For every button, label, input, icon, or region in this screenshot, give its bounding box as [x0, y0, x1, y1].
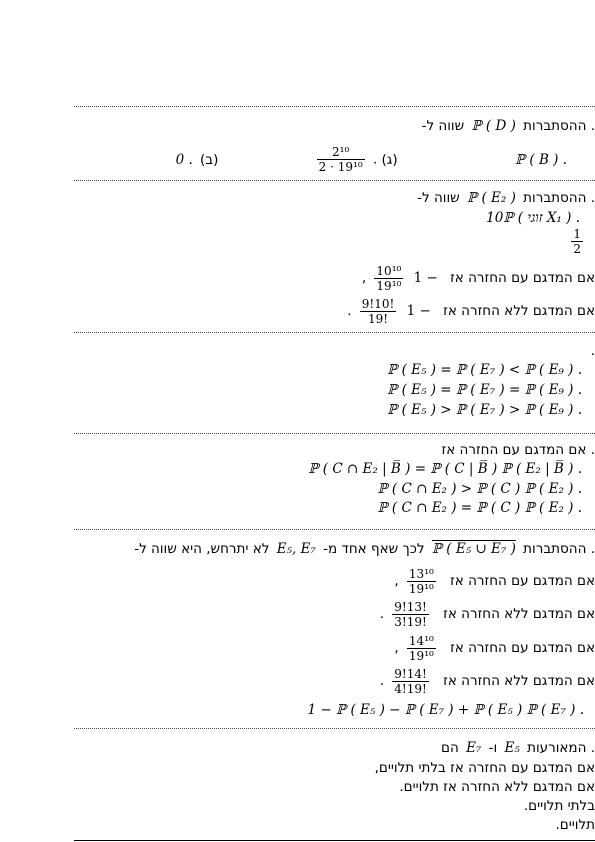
separator-2 — [74, 180, 595, 181]
q1-expr: ℙ ( D ) — [471, 118, 516, 134]
q5-option-3: , $\frac{\text{14¹⁰}}{\text{19¹⁰}}$ אם המדגם עם החזרה אז — [394, 633, 595, 663]
q3-option-3: ℙ ( E₅ ) > ℙ ( E₇ ) > ℙ ( E₉ ) . — [387, 402, 582, 418]
separator-4 — [74, 433, 595, 434]
q2-option-3: , $\frac{\text{10¹⁰}}{\text{19¹⁰}}$ 1 − אם המדגם עם החזרה אז — [361, 263, 595, 293]
q4-option-2: ℙ ( C ∩ E₂ ) > ℙ ( C ) ℙ ( E₂ ) . — [377, 481, 582, 497]
q1-opt-b-label: (ב) — [200, 151, 219, 168]
q2-option-4: . $\frac{9!10!}{19!}$ 1 − אם המדגם ללא החזרה אז — [347, 296, 595, 326]
q1-opt-c-value: 0 . — [175, 151, 193, 168]
q2-option-2: $\frac{1}{2}$ — [573, 227, 581, 256]
separator-5 — [74, 529, 595, 530]
separator-1 — [74, 106, 595, 107]
separator-3 — [74, 332, 595, 333]
q5-option-2: . $\frac{9!13!}{3!19!}$ אם המדגם ללא החזרה אז — [379, 599, 595, 629]
q5-option-4: . $\frac{9!14!}{4!19!}$ אם המדגם ללא החזרה אז — [379, 666, 595, 696]
q3-option-1: ℙ ( E₅ ) = ℙ ( E₇ ) < ℙ ( E₉ ) . — [387, 362, 582, 378]
q5-option-5: 1 − ℙ ( E₅ ) − ℙ ( E₇ ) + ℙ ( E₅ ) ℙ ( E₇ ) . — [307, 702, 584, 718]
q5-option-1: , $\frac{\text{13¹⁰}}{\text{19¹⁰}}$ אם המדגם עם החזרה אז — [394, 566, 595, 596]
q6-option-1: אם המדגם עם החזרה אז בלתי תלויים, — [374, 760, 595, 776]
q2-stem: שווה ל- ℙ ( E₂ ) . ההסתברות — [417, 190, 595, 206]
separator-6 — [74, 728, 595, 729]
q1-opt-b-tail: . — [372, 151, 378, 168]
q1-stem: שווה ל- ℙ ( D ) . ההסתברות — [421, 118, 595, 134]
q1-opt-a: ℙ ( B ) . — [514, 151, 567, 168]
footer-rule — [74, 840, 595, 841]
q5-stem: לא יתרחש, היא שווה ל- E₅, E₇ לכך שאף אחד מ- ℙ ( E₅ ∪ E₇ ) . ההסתברות — [134, 541, 595, 557]
q4-option-3: ℙ ( C ∩ E₂ ) = ℙ ( C ) ℙ ( E₂ ) . — [377, 500, 582, 516]
q6-option-2: אם המדגם ללא החזרה אז תלויים. — [399, 779, 595, 795]
q6-stem: הם E₇ ו- E₅ . המאורעות — [441, 740, 595, 756]
q1-opt-b-fraction: $\frac{\text{2¹⁰}}{\text{2 · 19¹⁰}}$ — [318, 145, 363, 174]
q6-option-3: בלתי תלויים. — [523, 798, 595, 814]
q3-stem: . — [590, 343, 595, 359]
q6-option-4: תלויים. — [555, 817, 595, 833]
q1-opt-c-label: (ג) — [381, 151, 398, 168]
q1-options — [173, 145, 595, 173]
q4-stem: . אם המדגם עם החזרה אז — [441, 442, 595, 458]
q2-option-1: 10ℙ ( זוגי X₁ ) . — [486, 210, 580, 226]
q3-option-2: ℙ ( E₅ ) = ℙ ( E₇ ) = ℙ ( E₉ ) . — [387, 382, 582, 398]
q4-option-1: ℙ ( C ∩ E₂ | B̅ ) = ℙ ( C | B̅ ) ℙ ( E₂ | B̅ ) . — [308, 461, 582, 477]
